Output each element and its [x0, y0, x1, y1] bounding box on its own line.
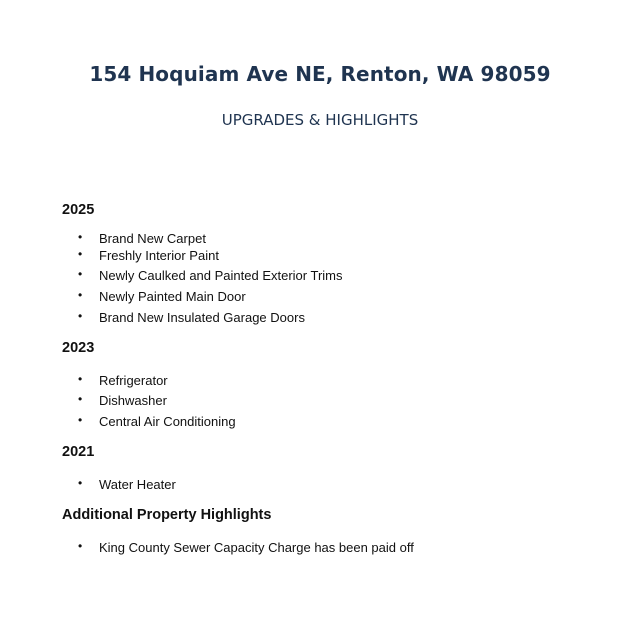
bullet-icon: •	[78, 392, 83, 406]
bullet-icon: •	[78, 230, 83, 244]
list-item-text: Brand New Carpet	[99, 231, 206, 246]
bullet-icon: •	[78, 288, 83, 302]
list-item-text: Newly Painted Main Door	[99, 289, 246, 304]
bullet-icon: •	[78, 309, 83, 323]
list-item-text: Brand New Insulated Garage Doors	[99, 310, 305, 325]
list-item-text: Refrigerator	[99, 373, 168, 388]
section-heading-2023: 2023	[62, 340, 95, 356]
list-item-text: Central Air Conditioning	[99, 414, 236, 429]
list-item-text: Dishwasher	[99, 393, 167, 408]
list-item-text: Newly Caulked and Painted Exterior Trims	[99, 268, 343, 283]
list-item-text: Freshly Interior Paint	[99, 248, 219, 263]
bullet-icon: •	[78, 539, 83, 553]
bullet-icon: •	[78, 413, 83, 427]
bullet-icon: •	[78, 267, 83, 281]
list-item-text: King County Sewer Capacity Charge has been paid off	[99, 540, 414, 555]
page-title: 154 Hoquiam Ave NE, Renton, WA 98059	[89, 62, 551, 86]
section-heading-2021: 2021	[62, 444, 95, 460]
list-item-text: Water Heater	[99, 477, 176, 492]
bullet-icon: •	[78, 372, 83, 386]
section-heading-2025: 2025	[62, 202, 95, 218]
page-subtitle: UPGRADES & HIGHLIGHTS	[221, 111, 419, 129]
section-heading-additional-highlights: Additional Property Highlights	[62, 507, 272, 523]
bullet-icon: •	[78, 247, 83, 261]
bullet-icon: •	[78, 476, 83, 490]
